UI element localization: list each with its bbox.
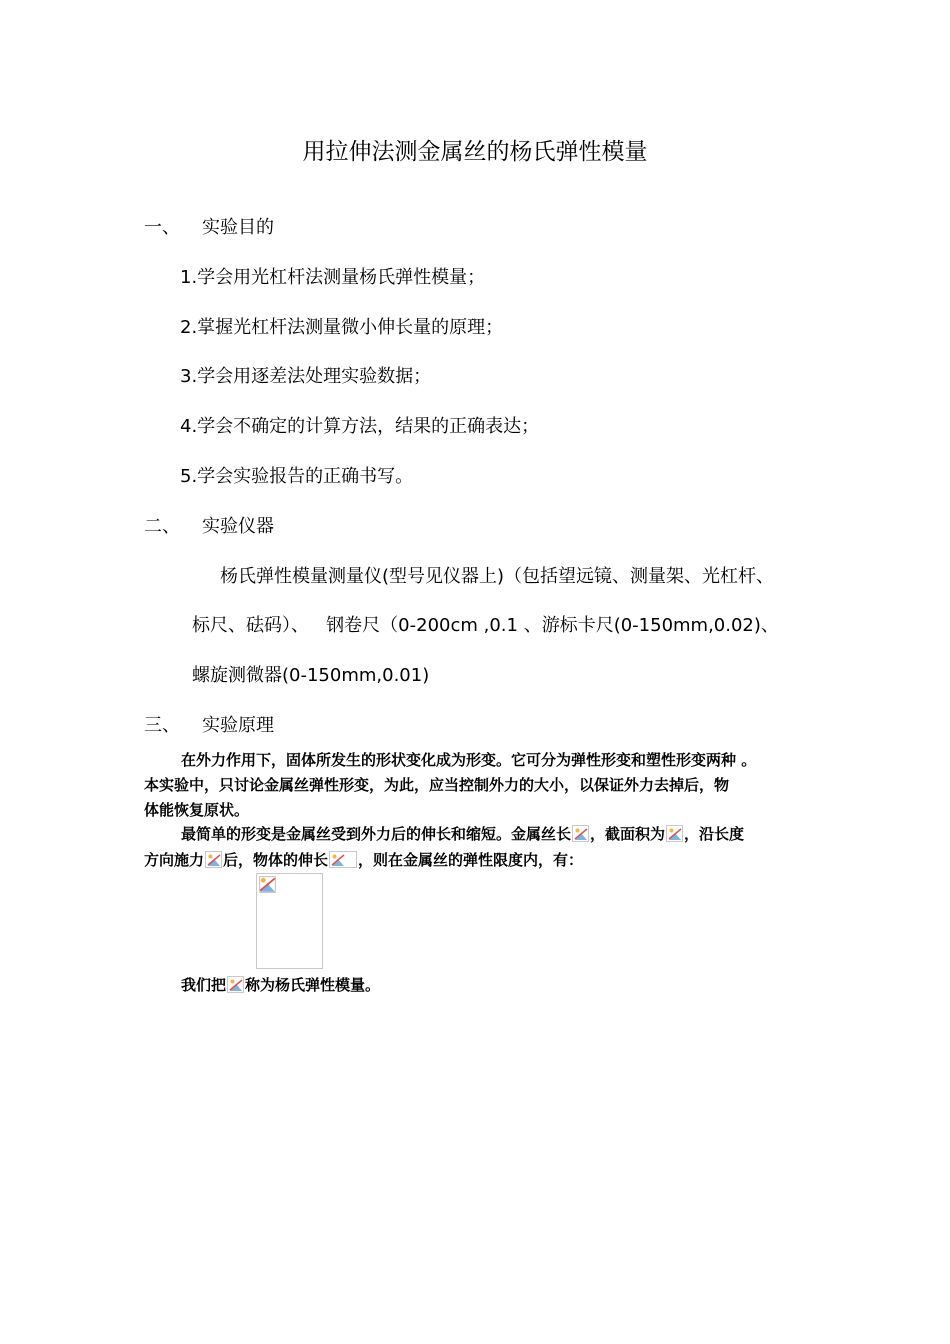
principle-para1-line3: 体能恢复原状。 (144, 801, 250, 819)
formula-image-placeholder (256, 873, 323, 969)
text-run: ，沿长度 (684, 825, 745, 843)
text-run: ，则在金属丝的弹性限度内，有： (358, 851, 584, 869)
section-2-heading (144, 512, 274, 538)
goal-item-4: 4.学会不确定的计算方法，结果的正确表达； (180, 416, 540, 437)
text-run: 称为杨氏弹性模量。 (245, 976, 381, 994)
principle-para2-line2 (144, 849, 583, 870)
broken-image-icon (329, 851, 357, 868)
goal-item-3: 3.学会用逐差法处理实验数据； (180, 366, 432, 387)
text-run: 方向施力 (144, 851, 205, 869)
principle-para2-line1 (181, 823, 744, 844)
principle-para3 (181, 974, 380, 995)
text-run: 后，物体的伸长 (223, 851, 329, 869)
text-run: 最简单的形变是金属丝受到外力后的伸长和缩短。金属丝长 (181, 825, 572, 843)
section-1-heading (144, 213, 274, 239)
broken-image-icon (227, 976, 244, 993)
section-title: 实验仪器 (202, 516, 274, 537)
principle-para1-line1: 在外力作用下，固体所发生的形状变化成为形变。它可分为弹性形变和塑性形变两种 。 (181, 751, 757, 769)
principle-para1-line2: 本实验中，只讨论金属丝弹性形变，为此，应当控制外力的大小，以保证外力去掉后，物 (144, 776, 730, 794)
section-number: 一、 (144, 217, 180, 238)
equipment-line-2: 标尺、砝码）、 钢卷尺（0-200cm ,0.1 、游标卡尺(0-150mm,0.02)、 (192, 615, 779, 636)
section-title: 实验原理 (202, 715, 274, 736)
section-number: 二、 (144, 516, 180, 537)
equipment-line-3: 螺旋测微器(0-150mm,0.01) (192, 665, 430, 686)
broken-image-icon (666, 825, 683, 842)
goal-item-2: 2.掌握光杠杆法测量微小伸长量的原理； (180, 317, 504, 338)
goal-item-1: 1.学会用光杠杆法测量杨氏弹性模量； (180, 267, 486, 288)
goal-item-5: 5.学会实验报告的正确书写。 (180, 466, 414, 487)
text-run: ，截面积为 (590, 825, 666, 843)
broken-image-icon (259, 876, 276, 893)
text-run: 我们把 (181, 976, 227, 994)
section-number: 三、 (144, 715, 180, 736)
page-title: 用拉伸法测金属丝的杨氏弹性模量 (302, 139, 648, 165)
equipment-line-1: 杨氏弹性模量测量仪(型号见仪器上)（包括望远镜、测量架、光杠杆、 (220, 566, 775, 587)
section-3-heading (144, 711, 274, 737)
section-title: 实验目的 (202, 217, 274, 238)
broken-image-icon (572, 825, 589, 842)
broken-image-icon (205, 851, 222, 868)
